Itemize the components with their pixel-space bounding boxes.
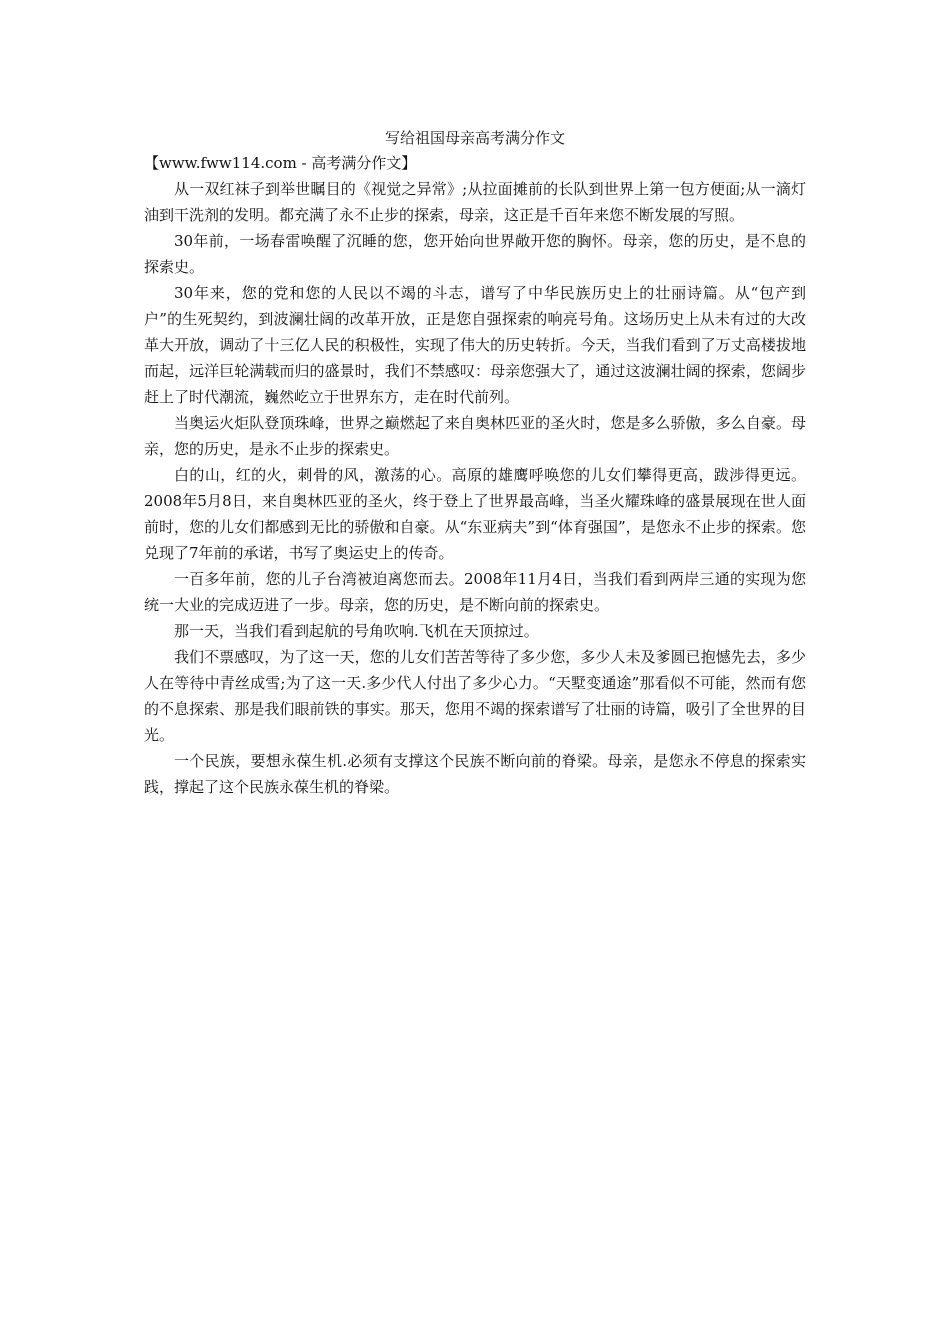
paragraph: 一百多年前，您的儿子台湾被迫离您而去。2008年11月4日，当我们看到两岸三通的实现为您统一大业的完成迈进了一步。母亲，您的历史，是不断向前的探索史。 <box>144 570 806 614</box>
paragraph: 当奥运火炬队登顶珠峰，世界之巅燃起了来自奥林匹亚的圣火时，您是多么骄傲，多么自豪。母亲，您的历史，是永不止步的探索史。 <box>144 414 806 458</box>
paragraph: 从一双红袜子到举世瞩目的《视觉之异常》;从拉面摊前的长队到世界上第一包方便面;从一滴灯油到干洗剂的发明。都充满了永不止步的探索，母亲，这正是千百年来您不断发展的写照。 <box>144 180 806 224</box>
paragraph: 30年来，您的党和您的人民以不竭的斗志，谱写了中华民族历史上的壮丽诗篇。从“包产到户”的生死契约，到波澜壮阔的改革开放，正是您自强探索的响亮号角。这场历史上从未有过的大改革大开放，调动了十三亿人民的积极性，实现了伟大的历史转折。今天，当我们看到了万丈高楼拔地而起，远洋巨轮满载而归的盛景时，我们不禁感叹：母亲您强大了，通过这波澜壮阔的探索，您阔步赶上了时代潮流，巍然屹立于世界东方，走在时代前列。 <box>144 284 806 406</box>
paragraph: 30年前，一场春雷唤醒了沉睡的您，您开始向世界敞开您的胸怀。母亲，您的历史，是不息的探索史。 <box>144 232 806 276</box>
paragraph: 一个民族，要想永葆生机.必须有支撑这个民族不断向前的脊梁。母亲，是您永不停息的探索实践，撑起了这个民族永葆生机的脊梁。 <box>144 752 806 796</box>
source-line: 【www.fww114.com - 高考满分作文】 <box>144 154 417 172</box>
document-title: 写给祖国母亲高考满分作文 <box>384 129 565 147</box>
paragraph: 那一天，当我们看到起航的号角吹响.飞机在天顶掠过。 <box>174 622 539 640</box>
document-body <box>144 150 806 800</box>
paragraph: 白的山，红的火，刺骨的风，激荡的心。高原的雄鹰呼唤您的儿女们攀得更高，跋涉得更远。2008年5月8日，来自奥林匹亚的圣火，终于登上了世界最高峰，当圣火耀珠峰的盛景展现在世人面前时，您的儿女们都感到无比的骄傲和自豪。从“东亚病夫”到“体育强国”，是您永不止步的探索。您兑现了7年前的承诺，书写了奥运史上的传奇。 <box>144 466 806 562</box>
paragraph: 我们不票感叹，为了这一天，您的儿女们苦苦等待了多少您，多少人未及爹圆已抱憾先去，多少人在等待中青丝成雪;为了这一天.多少代人付出了多少心力。“天墅变通途”那看似不可能，然而有您的不息探索、那是我们眼前铁的事实。那天，您用不竭的探索谱写了壮丽的诗篇，吸引了全世界的目光。 <box>144 648 806 744</box>
